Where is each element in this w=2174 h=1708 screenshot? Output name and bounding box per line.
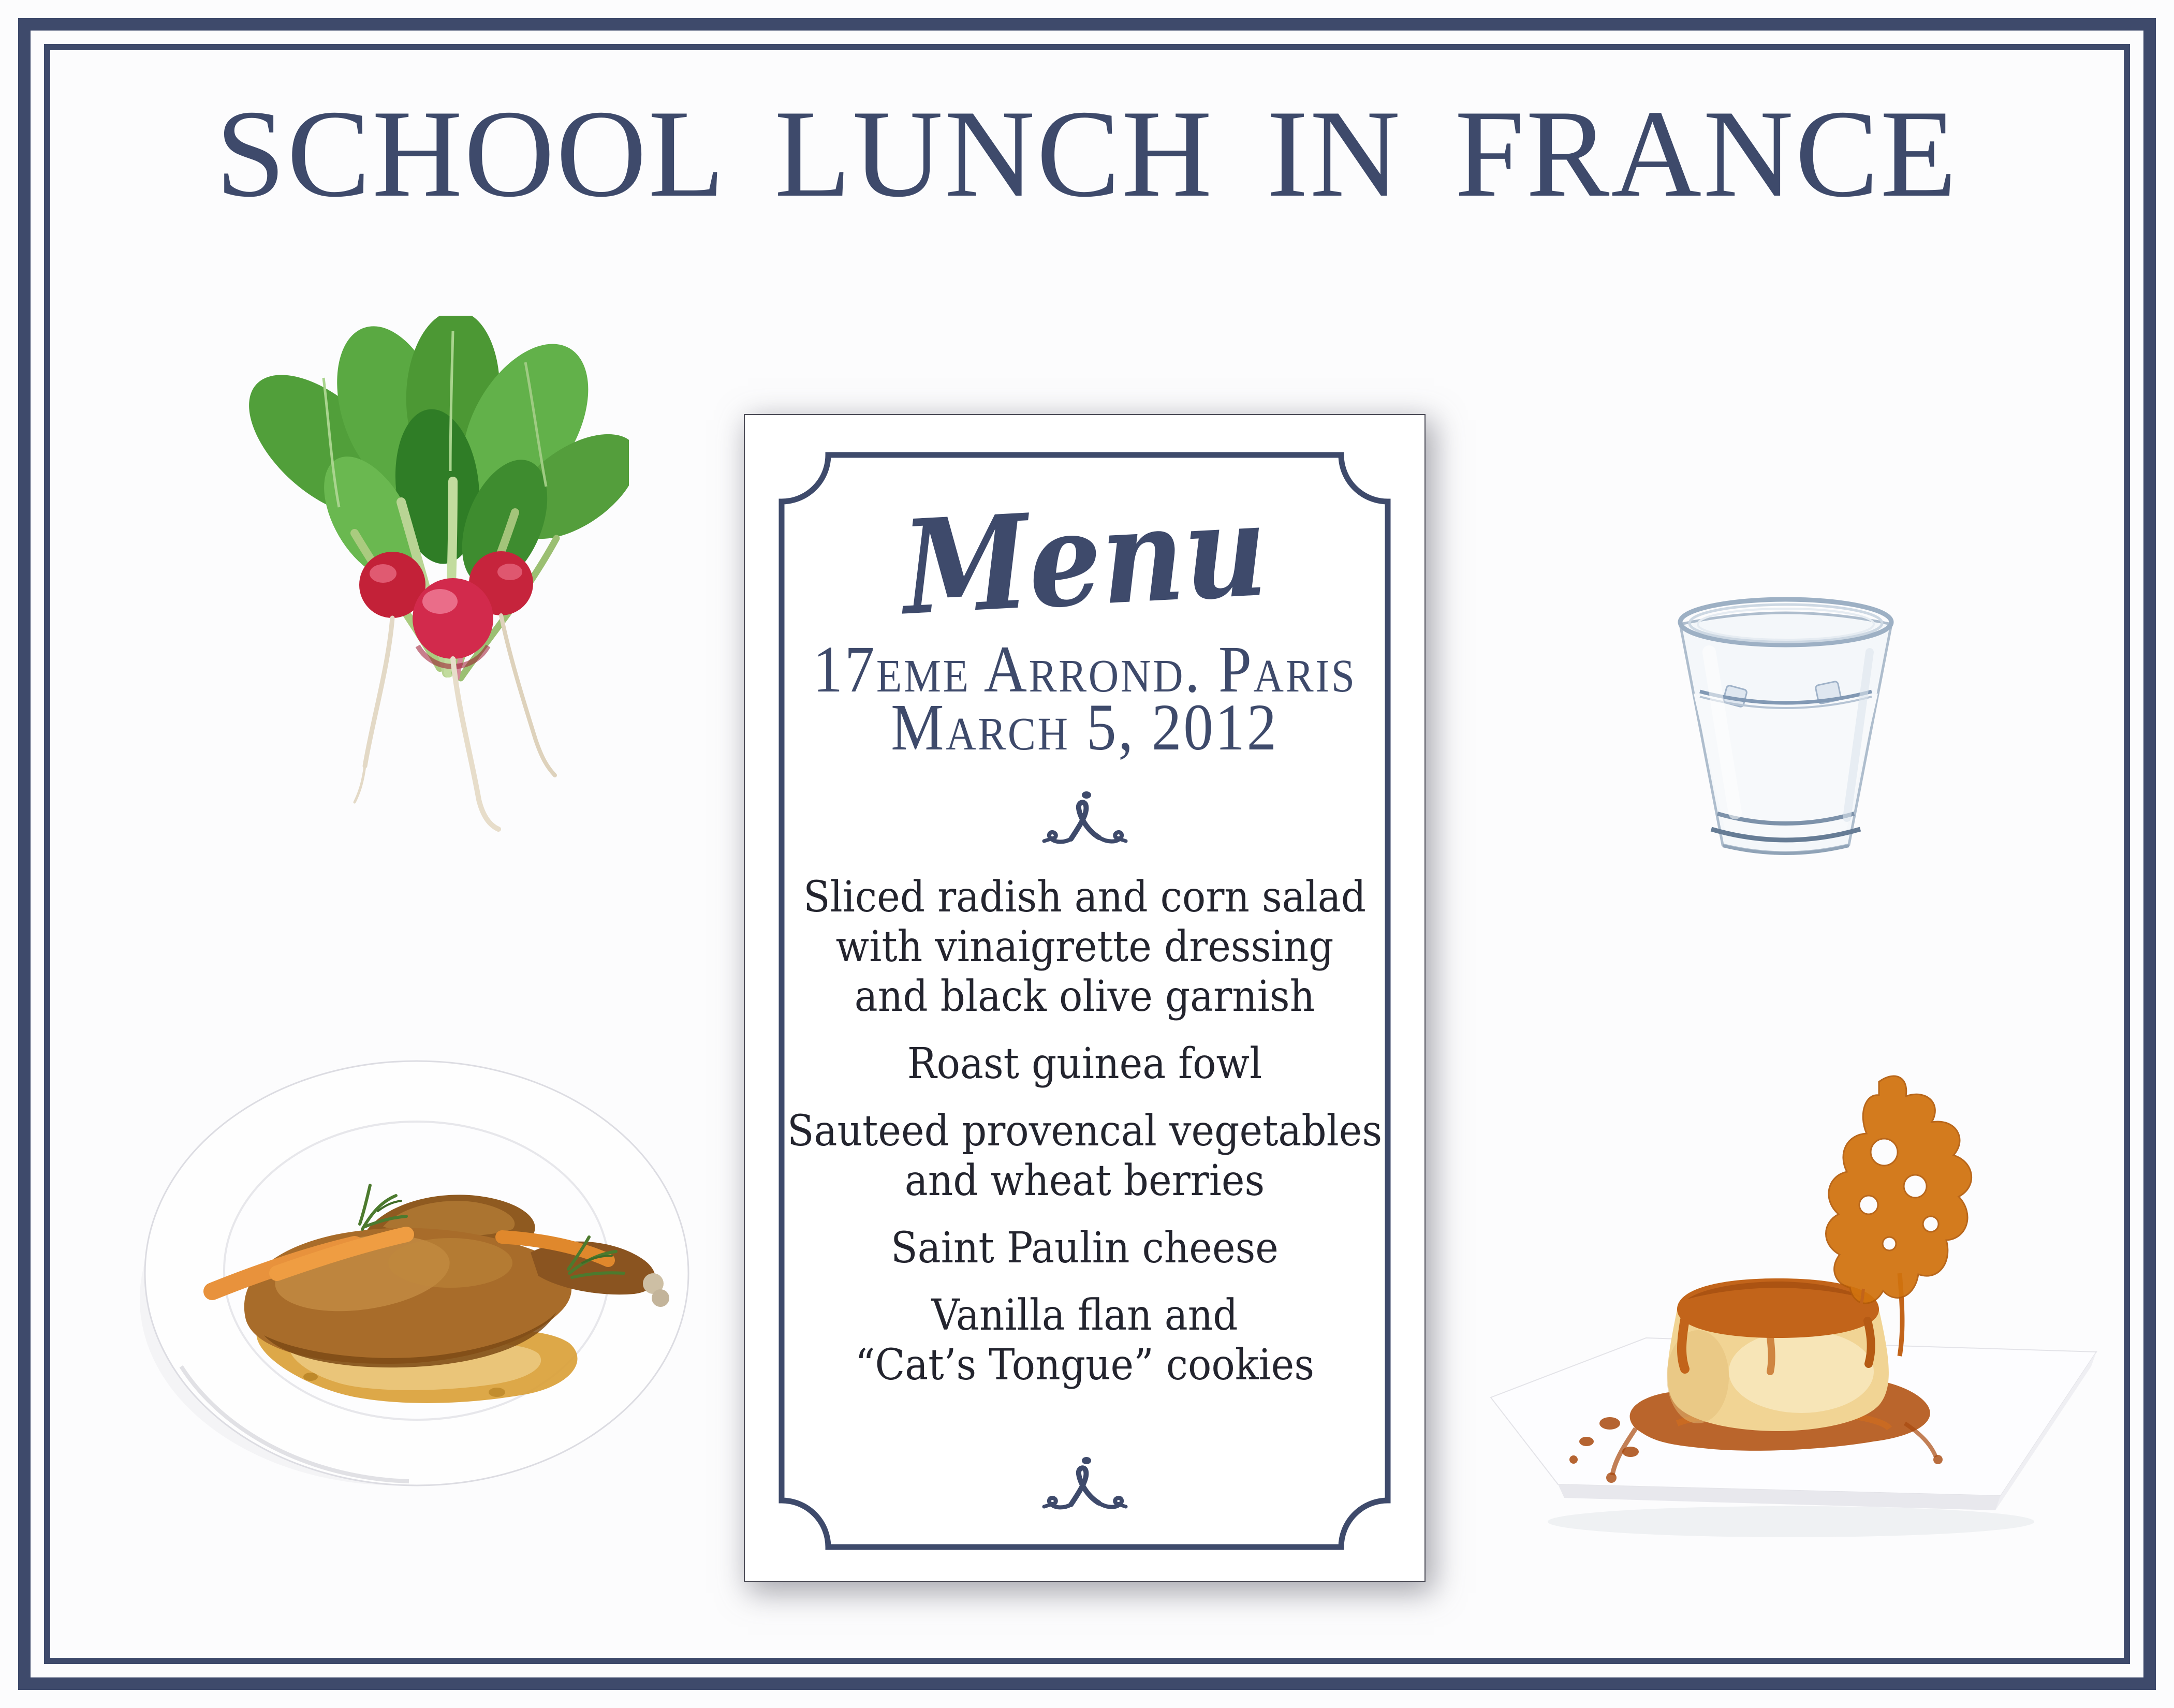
menu-item <box>782 1107 1388 1206</box>
menu-date: March 5, 2012 <box>891 690 1279 764</box>
menu-item-line: Saint Paulin cheese <box>891 1224 1279 1273</box>
menu-item-line: Roast guinea fowl <box>907 1039 1262 1088</box>
menu-item <box>782 1039 1388 1089</box>
water-glass-photo <box>1673 590 1899 864</box>
menu-item-line: “Cat’s Tongue” cookies <box>855 1341 1315 1390</box>
menu-script-heading: Menu <box>899 473 1271 644</box>
radish-photo <box>236 316 629 864</box>
menu-item-line: and wheat berries <box>904 1156 1265 1205</box>
menu-item <box>782 1224 1388 1273</box>
menu-item-line: and black olive garnish <box>854 972 1315 1021</box>
roast-guinea-fowl-photo <box>140 1056 694 1491</box>
flourish-ornament-icon <box>1041 789 1129 846</box>
menu-item <box>782 873 1388 1022</box>
menu-item <box>782 1291 1388 1390</box>
menu-item-line: Vanilla flan and <box>931 1291 1238 1340</box>
page-title: SCHOOL LUNCH IN FRANCE <box>215 84 1959 223</box>
menu-item-line: Sauteed provencal vegetables <box>787 1107 1383 1156</box>
menu-item-line: Sliced radish and corn salad <box>803 873 1367 922</box>
menu-location: 17eme Arrond. Paris <box>813 632 1357 706</box>
menu-card <box>744 414 1426 1582</box>
menu-item-line: with vinaigrette dressing <box>835 922 1334 971</box>
flan-photo <box>1480 1066 2107 1548</box>
menu-items <box>782 873 1388 1390</box>
flourish-ornament-icon <box>1041 1454 1129 1511</box>
